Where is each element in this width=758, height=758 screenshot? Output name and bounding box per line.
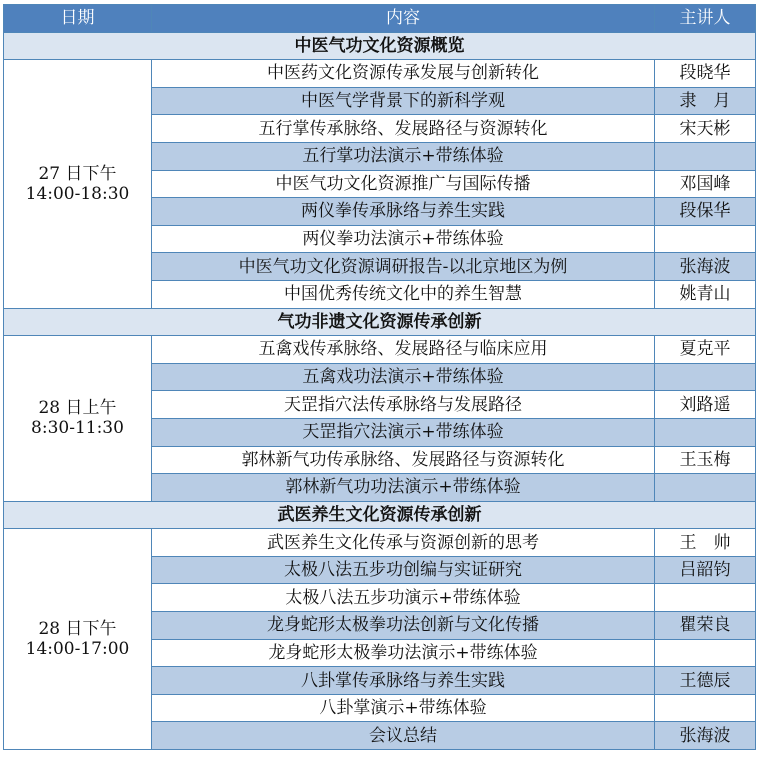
speaker-cell: 王德辰 bbox=[655, 667, 756, 695]
session-time: 14:00-18:30 bbox=[25, 183, 130, 204]
header-speaker: 主讲人 bbox=[655, 5, 756, 33]
speaker-cell: 段保华 bbox=[655, 198, 756, 226]
speaker-cell: 张海波 bbox=[655, 722, 756, 750]
section-title: 气功非遗文化资源传承创新 bbox=[4, 308, 756, 336]
speaker-cell: 宋天彬 bbox=[655, 115, 756, 143]
table-row bbox=[4, 60, 756, 88]
speaker-cell: 瞿荣良 bbox=[655, 612, 756, 640]
topic-cell: 天罡指穴法演示+带练体验 bbox=[152, 418, 655, 446]
topic-cell: 中国优秀传统文化中的养生智慧 bbox=[152, 280, 655, 308]
schedule-table bbox=[3, 4, 756, 750]
topic-cell: 天罡指穴法传承脉络与发展路径 bbox=[152, 391, 655, 419]
header-content: 内容 bbox=[152, 5, 655, 33]
topic-cell: 五禽戏传承脉络、发展路径与临床应用 bbox=[152, 336, 655, 364]
speaker-cell: 刘路遥 bbox=[655, 391, 756, 419]
topic-cell: 两仪拳功法演示+带练体验 bbox=[152, 225, 655, 253]
session-date-cell bbox=[4, 336, 152, 502]
speaker-cell: 姚青山 bbox=[655, 280, 756, 308]
table-row bbox=[4, 336, 756, 364]
section-header-row bbox=[4, 501, 756, 529]
speaker-cell bbox=[655, 474, 756, 502]
speaker-cell bbox=[655, 363, 756, 391]
session-date-cell bbox=[4, 60, 152, 308]
session-day: 28 日下午 bbox=[38, 619, 117, 640]
speaker-cell: 王玉梅 bbox=[655, 446, 756, 474]
topic-cell: 会议总结 bbox=[152, 722, 655, 750]
topic-cell: 八卦掌传承脉络与养生实践 bbox=[152, 667, 655, 695]
topic-cell: 五行掌传承脉络、发展路径与资源转化 bbox=[152, 115, 655, 143]
topic-cell: 五禽戏功法演示+带练体验 bbox=[152, 363, 655, 391]
topic-cell: 五行掌功法演示+带练体验 bbox=[152, 142, 655, 170]
topic-cell: 郭林新气功功法演示+带练体验 bbox=[152, 474, 655, 502]
section-title: 中医气功文化资源概览 bbox=[4, 32, 756, 60]
header-date: 日期 bbox=[4, 5, 152, 33]
topic-cell: 太极八法五步功创编与实证研究 bbox=[152, 556, 655, 584]
topic-cell: 中医气学背景下的新科学观 bbox=[152, 87, 655, 115]
topic-cell: 太极八法五步功演示+带练体验 bbox=[152, 584, 655, 612]
topic-cell: 郭林新气功传承脉络、发展路径与资源转化 bbox=[152, 446, 655, 474]
speaker-cell: 隶 月 bbox=[655, 87, 756, 115]
speaker-cell: 吕韶钧 bbox=[655, 556, 756, 584]
session-date-cell bbox=[4, 529, 152, 750]
session-time: 8:30-11:30 bbox=[31, 418, 124, 439]
section-title: 武医养生文化资源传承创新 bbox=[4, 501, 756, 529]
topic-cell: 八卦掌演示+带练体验 bbox=[152, 694, 655, 722]
speaker-cell bbox=[655, 418, 756, 446]
speaker-cell: 王 帅 bbox=[655, 529, 756, 557]
session-day: 28 日上午 bbox=[38, 398, 117, 419]
topic-cell: 中医气功文化资源推广与国际传播 bbox=[152, 170, 655, 198]
session-time: 14:00-17:00 bbox=[25, 639, 130, 660]
speaker-cell bbox=[655, 225, 756, 253]
topic-cell: 武医养生文化传承与资源创新的思考 bbox=[152, 529, 655, 557]
topic-cell: 龙身蛇形太极拳功法演示+带练体验 bbox=[152, 639, 655, 667]
speaker-cell bbox=[655, 639, 756, 667]
speaker-cell: 张海波 bbox=[655, 253, 756, 281]
table-row bbox=[4, 529, 756, 557]
topic-cell: 中医气功文化资源调研报告-以北京地区为例 bbox=[152, 253, 655, 281]
schedule-body bbox=[4, 32, 756, 749]
speaker-cell: 邓国峰 bbox=[655, 170, 756, 198]
topic-cell: 两仪拳传承脉络与养生实践 bbox=[152, 198, 655, 226]
table-header-row bbox=[4, 5, 756, 33]
speaker-cell: 夏克平 bbox=[655, 336, 756, 364]
topic-cell: 龙身蛇形太极拳功法创新与文化传播 bbox=[152, 612, 655, 640]
speaker-cell bbox=[655, 142, 756, 170]
section-header-row bbox=[4, 32, 756, 60]
speaker-cell: 段晓华 bbox=[655, 60, 756, 88]
topic-cell: 中医药文化资源传承发展与创新转化 bbox=[152, 60, 655, 88]
section-header-row bbox=[4, 308, 756, 336]
speaker-cell bbox=[655, 584, 756, 612]
session-day: 27 日下午 bbox=[38, 163, 117, 184]
speaker-cell bbox=[655, 694, 756, 722]
